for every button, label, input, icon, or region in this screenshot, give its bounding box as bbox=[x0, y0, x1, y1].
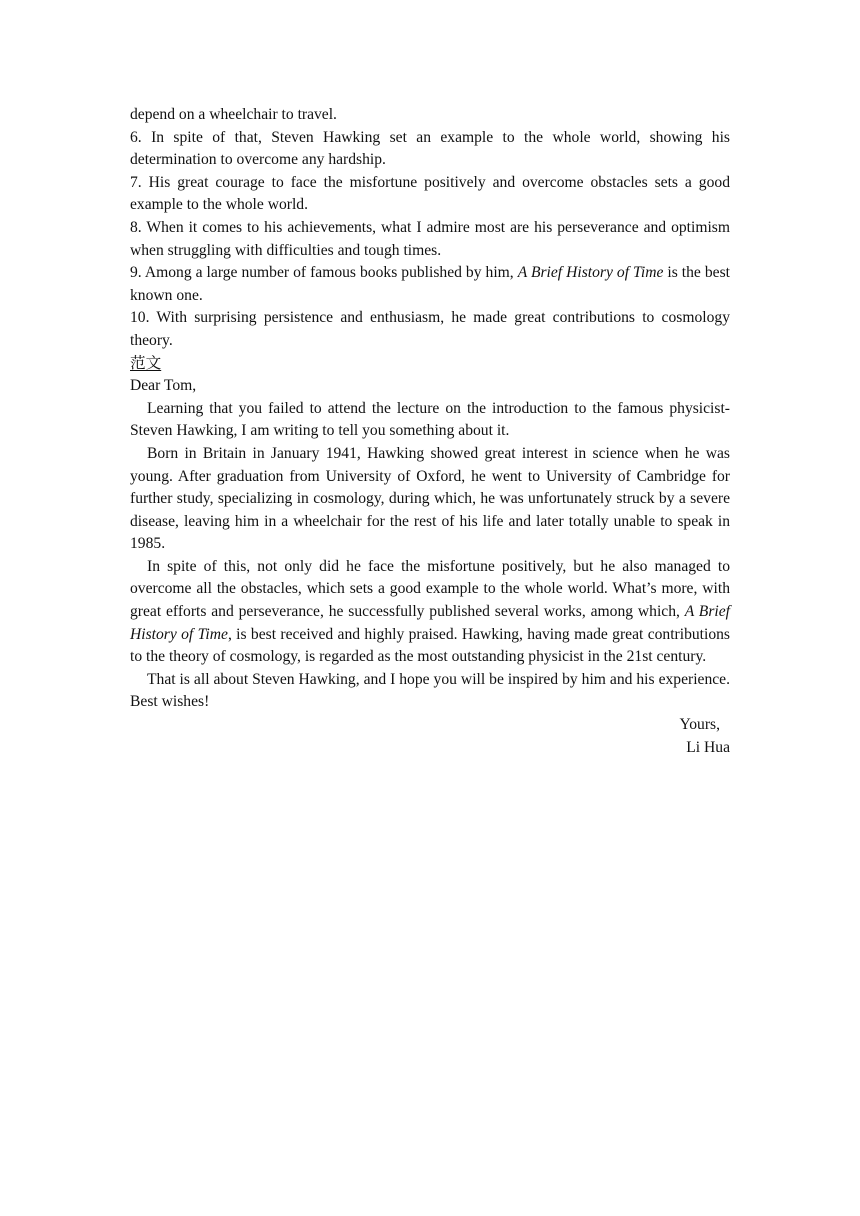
sentence-7: 7. His great courage to face the misfortune positively and overcome obstacles sets a good example to the whole world. bbox=[130, 173, 730, 214]
model-essay-heading bbox=[130, 353, 730, 376]
salutation: Dear Tom, bbox=[130, 377, 197, 395]
sentence-9-book-title: A Brief History of Time bbox=[517, 264, 664, 282]
essay-paragraph-1: Learning that you failed to attend the lecture on the introduction to the famous physicist-Steven Hawking, I am writing to tell you something about it. bbox=[130, 399, 730, 440]
valediction-line bbox=[130, 714, 730, 737]
sentence-10: 10. With surprising persistence and enthusiasm, he made great contributions to cosmology theory. bbox=[130, 309, 730, 349]
sentence-9 bbox=[130, 262, 730, 307]
essay-paragraph-2: Born in Britain in January 1941, Hawking showed great interest in science when he was young. After graduation from University of Oxford, he went to University of Cambridge for further study, specializing in cosmology, during which, he was unfortunately struck by a severe disease, leaving him in a wheelchair for the rest of his life and later totally unable to speak in 1985. bbox=[130, 444, 730, 553]
model-essay-heading-text: 范文 bbox=[130, 354, 162, 372]
valediction: Yours, bbox=[679, 716, 720, 734]
sentence-continued: depend on a wheelchair to travel. bbox=[130, 106, 337, 123]
sentence-9-text-before: 9. Among a large number of famous books published by him, bbox=[130, 264, 518, 282]
essay-paragraph-3-book-title: A Brief History of Time bbox=[130, 603, 730, 643]
sentence-8: 8. When it comes to his achievements, what I admire most are his perseverance and optimism when struggling with difficulties and tough times. bbox=[130, 218, 730, 259]
document-page bbox=[130, 104, 730, 759]
sentence-9-text-after: is the best known one. bbox=[130, 264, 730, 304]
essay-paragraph-4: That is all about Steven Hawking, and I hope you will be inspired by him and his experience. Best wishes! bbox=[130, 670, 730, 711]
essay-paragraph-3 bbox=[130, 556, 730, 669]
essay-paragraph-3-text-before: In spite of this, not only did he face the misfortune positively, but he also managed to overcome all the obstacles, which sets a good example to the whole world. What’s more, with great efforts and perseverance, he successfully published several works, among which, bbox=[130, 557, 730, 621]
signature: Li Hua bbox=[686, 738, 730, 756]
signature-line bbox=[130, 737, 730, 760]
essay-paragraph-3-text-after: , is best received and highly praised. Hawking, having made great contributions to the theory of cosmology, is regarded as the most outstanding physicist in the 21st century. bbox=[130, 625, 730, 666]
sentence-6: 6. In spite of that, Steven Hawking set an example to the whole world, showing his determination to overcome any hardship. bbox=[130, 128, 730, 169]
